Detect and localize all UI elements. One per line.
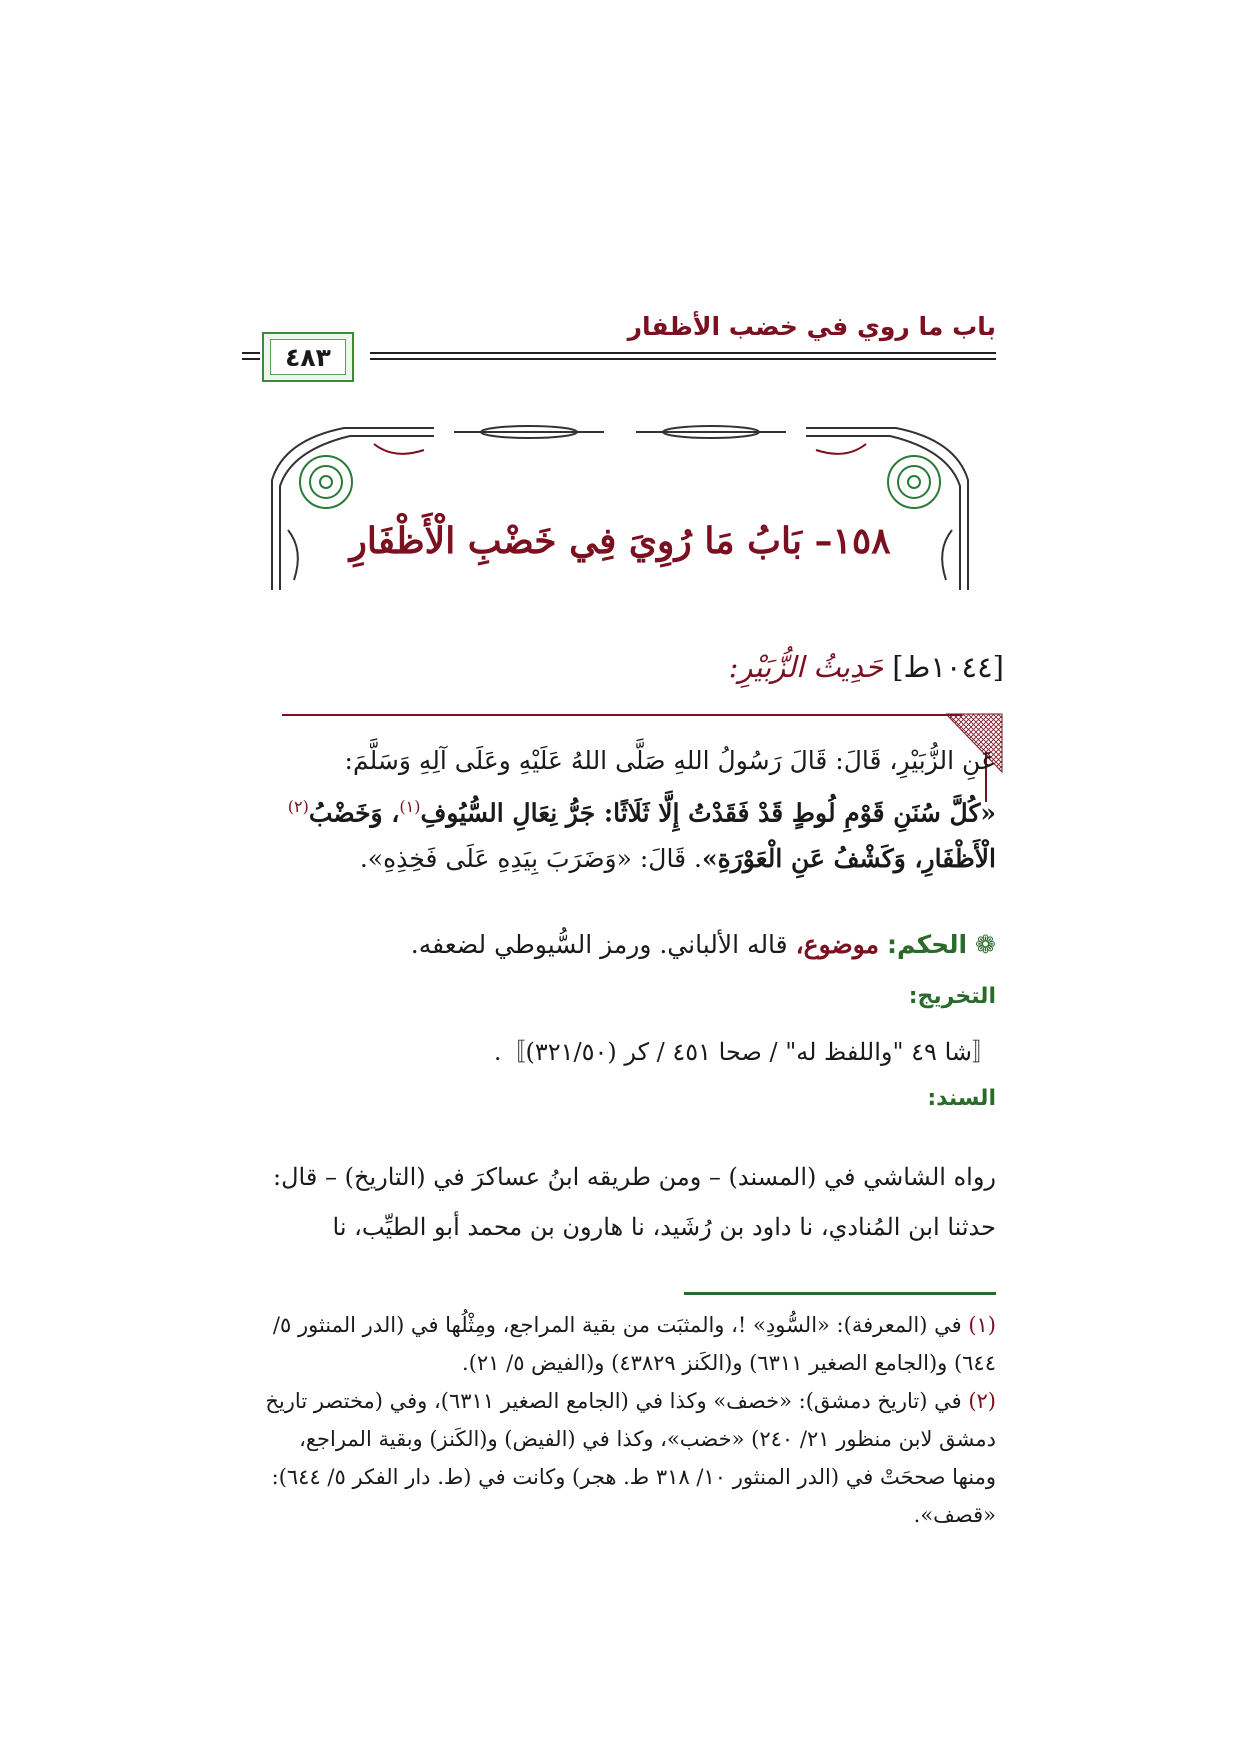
hadith-intro: عَنِ الزُّبَيْرِ، قَالَ: قَالَ رَسُولُ اللهِ صَلَّى اللهُ عَلَيْهِ وعَلَى آلِهِ وَسَلَّمَ: <box>344 746 996 775</box>
footnote-1-number: (١) <box>968 1313 996 1337</box>
sanad-label: السند: <box>927 1086 996 1111</box>
ruling-line <box>256 930 996 959</box>
page-number-badge <box>262 332 354 382</box>
hadith-number: [١٠٤٤ط] <box>892 650 1004 684</box>
right-corner-ornament <box>806 428 968 590</box>
hadith-body-part2: ، وَخَضْبُ <box>308 798 400 828</box>
footnote-2 <box>256 1382 996 1534</box>
sanad-line-1: رواه الشاشي في (المسند) – ومن طريقه ابنُ عساكرَ في (التاريخ) – قال: <box>273 1163 996 1191</box>
footnote-1 <box>256 1306 996 1382</box>
flower-ornament-icon: ❁ <box>975 930 996 959</box>
footnotes <box>256 1306 996 1534</box>
hadith-body-part3: الْأَظْفَارِ، وَكَشْفُ عَنِ الْعَوْرَةِ» <box>701 844 996 874</box>
top-center-ornament <box>454 426 786 438</box>
chapter-title: ١٥٨– بَابُ مَا رُوِيَ فِي خَضْبِ الْأَظْفَارِ <box>349 520 891 562</box>
footnote-1-text: في (المعرفة): «السُّودِ» !، والمثبَت من بقية المراجع، ومِثْلُها في (الدر المنثور ٥/ ٦٤٤) و(الجامع الصغير ٦٣١١) و(الكَنز ٤٣٨٢٩) و(الفيض ٥/ ٢١). <box>272 1313 996 1375</box>
header-rule-bottom <box>370 358 996 360</box>
footnote-2-text: في (تاريخ دمشق): «خصف» وكذا في (الجامع الصغير ٦٣١١)، وفي (مختصر تاريخ دمشق لابن منظور ٢١/ ٢٤٠) «خضب»، وكذا في (الفيض) و(الكَنز) وبقية المراجع، ومنها صححَتْ في (الدر المنثور ١٠/ ٣١٨ ط. هجر) وكانت في (ط. دار الفكر ٥/ ٦٤٤): «قصف». <box>265 1389 996 1527</box>
hadith-body-part1: «كُلَّ سُنَنِ قَوْمِ لُوطٍ قَدْ فَقَدْتُ إِلَّا ثَلَاثًا: جَرُّ نِعَالِ السُّيُوفِ <box>420 798 996 828</box>
hadith-text <box>256 738 996 882</box>
header-rule-left-top <box>242 352 260 354</box>
hadith-body <box>256 784 996 882</box>
takhrij-text: 〚شا ٤٩ "واللفظ له" / صحا ٤٥١ / كر (٣٢١/٥٠)〛. <box>493 1038 996 1066</box>
page-number: ٤٨٣ <box>270 339 346 375</box>
ruling-label: الحكم: <box>886 930 968 959</box>
header-rule-left-bottom <box>242 358 260 360</box>
footnote-ref-1[interactable]: (١) <box>399 797 421 816</box>
footnote-separator <box>684 1292 996 1295</box>
sanad-line-2: حدثنا ابن المُنادي، نا داود بن رُشَيد، نا هارون بن محمد أبو الطيِّب، نا <box>332 1213 996 1241</box>
footnote-2-number: (٢) <box>968 1389 996 1413</box>
left-corner-ornament <box>272 428 434 590</box>
hadith-heading <box>729 650 1004 684</box>
hadith-body-part4: . قَالَ: «وَضَرَبَ بِيَدِهِ عَلَى فَخِذِهِ». <box>359 844 702 874</box>
sanad-text <box>256 1152 996 1252</box>
ruling-text: قاله الألباني. ورمز السُّيوطي لضعفه. <box>410 930 788 959</box>
chapter-ornament-frame <box>264 420 976 592</box>
hadith-top-rule <box>282 714 962 716</box>
ruling-verdict: موضوع، <box>795 930 880 959</box>
header-rule-top <box>370 352 996 354</box>
footnote-ref-2[interactable]: (٢) <box>287 797 309 816</box>
running-header: باب ما روي في خضب الأظفار <box>627 312 996 341</box>
takhrij-label: التخريج: <box>908 984 996 1009</box>
hadith-narrator: حَدِيثُ الزُّبَيْرِ: <box>728 650 883 684</box>
